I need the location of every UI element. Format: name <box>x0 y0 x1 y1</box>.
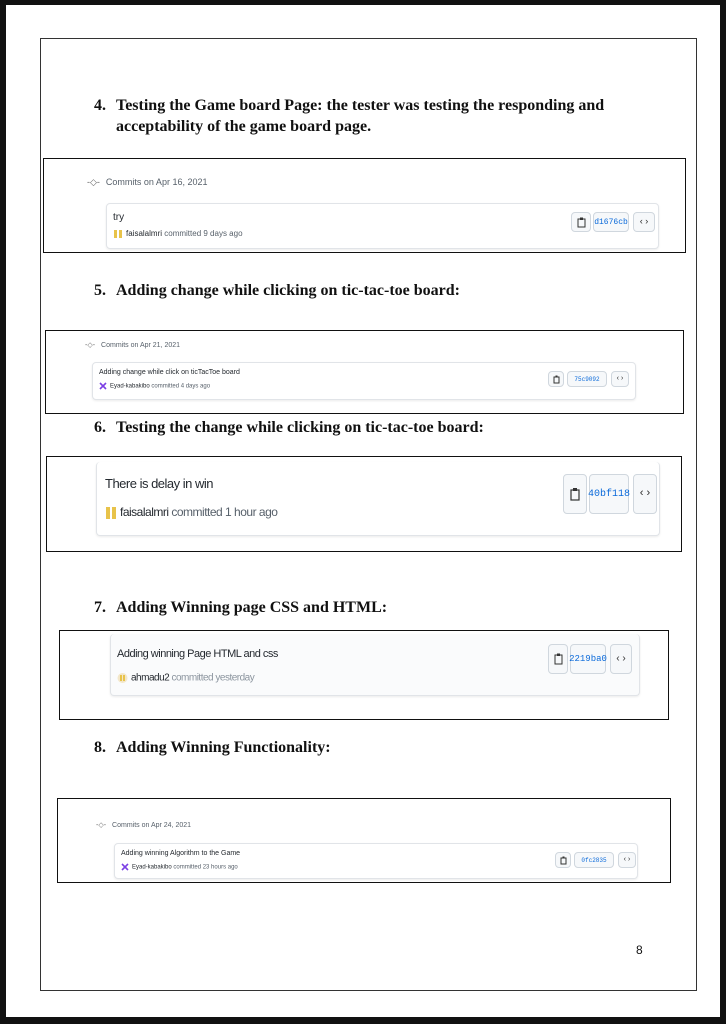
commit-message[interactable]: Adding winning Algorithm to the Game <box>121 850 241 857</box>
clipboard-icon <box>554 653 563 665</box>
copy-sha-button[interactable] <box>548 644 568 674</box>
document-page <box>6 5 720 1017</box>
avatar <box>105 506 117 520</box>
page-number: 8 <box>636 943 643 957</box>
section-4-heading <box>94 95 676 137</box>
commit-row[interactable] <box>92 362 636 400</box>
browse-code-button[interactable] <box>633 474 657 514</box>
browse-code-button[interactable] <box>618 852 636 868</box>
section-4-number: 4. <box>94 97 106 114</box>
commit-message[interactable]: Adding change while click on ticTacToe board <box>99 369 240 376</box>
commit-screenshot-7 <box>59 630 669 720</box>
commit-sha-link[interactable]: 2219ba0 <box>570 644 606 674</box>
code-brackets-icon: ‹› <box>638 488 652 500</box>
section-5-title: Adding change while clicking on tic-tac-toe board: <box>116 282 460 299</box>
section-6-number: 6. <box>94 419 106 436</box>
commit-meta <box>105 505 277 520</box>
clipboard-icon <box>553 375 560 384</box>
commits-date-header: -◇- Commits on Apr 24, 2021 <box>96 822 192 829</box>
browse-code-button[interactable] <box>610 644 632 674</box>
section-5-heading <box>94 280 676 301</box>
commit-author[interactable]: ahmadu2 <box>131 672 170 684</box>
commit-screenshot-5 <box>45 330 684 414</box>
section-6-title: Testing the change while clicking on tic-tac-toe board: <box>116 419 484 436</box>
section-4-title-line2: acceptability of the game board page. <box>116 118 372 135</box>
avatar <box>99 382 107 390</box>
commit-node-icon: -◇- <box>85 342 96 349</box>
commit-author[interactable]: Eyad-kabakibo <box>132 864 172 871</box>
commit-sha-link[interactable]: 0fc2835 <box>574 852 614 868</box>
commit-sha-link[interactable]: 40bf118 <box>589 474 629 514</box>
copy-sha-button[interactable] <box>555 852 571 868</box>
commit-meta <box>117 672 254 684</box>
commit-meta <box>121 863 238 871</box>
section-4-title-line1: Testing the Game board Page: the tester was testing the responding and <box>116 97 605 114</box>
code-brackets-icon: ‹› <box>622 856 632 864</box>
commit-author[interactable]: Eyad-kabakibo <box>110 383 150 390</box>
section-8-number: 8. <box>94 739 106 756</box>
browse-code-button[interactable] <box>633 212 655 232</box>
commit-message[interactable]: Adding winning Page HTML and css <box>117 648 278 660</box>
commit-time: committed 23 hours ago <box>173 864 238 871</box>
commit-author[interactable]: faisalalmri <box>126 229 163 239</box>
commit-time: committed yesterday <box>171 672 255 684</box>
commit-row[interactable] <box>114 843 638 879</box>
commits-date-header: -◇- Commits on Apr 21, 2021 <box>85 342 181 349</box>
commit-time: committed 4 days ago <box>151 383 211 390</box>
section-8-title: Adding Winning Functionality: <box>116 739 331 756</box>
section-7-title: Adding Winning page CSS and HTML: <box>116 599 388 616</box>
copy-sha-button[interactable] <box>571 212 591 232</box>
code-brackets-icon: ‹› <box>614 653 627 665</box>
commit-message[interactable]: There is delay in win <box>105 476 213 491</box>
commit-time: committed 1 hour ago <box>171 505 278 519</box>
clipboard-icon <box>560 856 567 865</box>
commit-meta <box>99 382 210 390</box>
commit-time: committed 9 days ago <box>164 229 243 239</box>
section-7-number: 7. <box>94 599 106 616</box>
browse-code-button[interactable] <box>611 371 629 387</box>
copy-sha-button[interactable] <box>563 474 587 514</box>
clipboard-icon <box>570 487 580 501</box>
commit-screenshot-4 <box>43 158 686 253</box>
section-7-heading <box>94 597 676 618</box>
commit-node-icon: -◇- <box>87 177 100 187</box>
commit-author[interactable]: faisalalmri <box>120 505 169 519</box>
commit-meta <box>113 229 243 239</box>
avatar <box>117 672 128 684</box>
section-6-heading <box>94 417 676 438</box>
commit-screenshot-6 <box>46 456 682 552</box>
code-brackets-icon: ‹› <box>638 217 650 227</box>
commit-sha-link[interactable]: d1676cb <box>593 212 629 232</box>
commit-row[interactable] <box>110 634 640 696</box>
commit-screenshot-8 <box>57 798 671 883</box>
section-5-number: 5. <box>94 282 106 299</box>
commit-node-icon: -◇- <box>96 822 107 829</box>
section-8-heading <box>94 737 676 758</box>
commit-sha-link[interactable]: 75c9092 <box>567 371 607 387</box>
code-brackets-icon: ‹› <box>615 375 625 383</box>
commit-row[interactable] <box>106 203 659 249</box>
avatar <box>113 229 123 239</box>
avatar <box>121 863 129 871</box>
clipboard-icon <box>577 217 586 228</box>
commit-message[interactable]: try <box>113 212 125 223</box>
copy-sha-button[interactable] <box>548 371 564 387</box>
commit-row[interactable] <box>96 462 660 536</box>
commits-date-header: -◇- Commits on Apr 16, 2021 <box>87 177 208 187</box>
